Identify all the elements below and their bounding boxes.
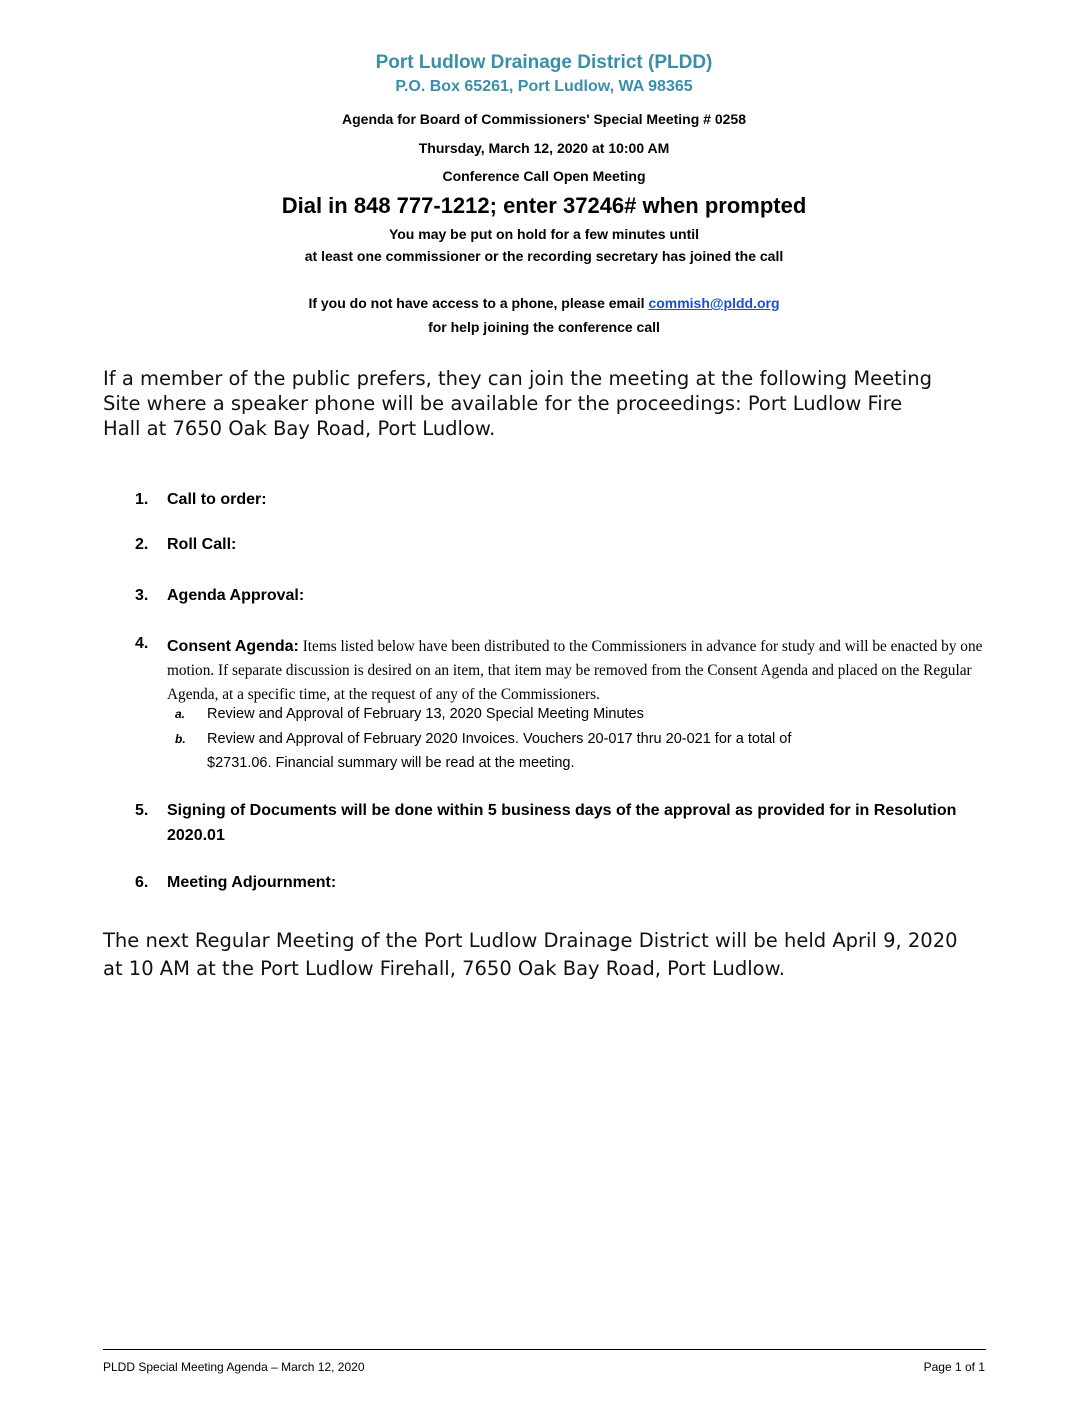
agenda-item-consent-number [135, 635, 167, 653]
consent-sub-item-b-continued: $2731.06. Financial summary will be read at the meeting. [207, 755, 575, 771]
footer-divider [103, 1349, 986, 1350]
meeting-type: Conference Call Open Meeting [442, 168, 646, 184]
phone-access-line-1 [0, 295, 1088, 311]
item-label: Agenda Approval: [167, 587, 305, 604]
item-label: Signing of Documents will be done within 5 business days of the approval as provided for in Resolution 2020.01 [167, 802, 957, 844]
meeting-date-time: Thursday, March 12, 2020 at 10:00 AM [418, 140, 670, 156]
footer-title: PLDD Special Meeting Agenda – March 12, 2020 [103, 1360, 365, 1374]
item-number: 5. [135, 802, 149, 819]
agenda-item-agenda-approval [135, 587, 304, 605]
item-number: 4. [135, 635, 149, 652]
item-number: 1. [135, 491, 149, 508]
public-attendance-paragraph: If a member of the public prefers, they can join the meeting at the following Meeting Site where a speaker phone will be available for the proceedings: Port Ludlow Fire Hall at 7650 Oak Bay Road, Port Ludlow. [103, 367, 932, 440]
agenda-item-roll-call [135, 536, 236, 554]
agenda-item-call-to-order [135, 491, 267, 509]
item-label: Meeting Adjournment: [167, 874, 337, 891]
consent-description: Items listed below have been distributed to the Commissioners in advance for study and will be enacted by one motion. If separate discussion is desired on an item, that item may be removed from the Consent Agenda and placed on the Regular Agenda, at a specific time, at the request of any of the Commissioners. [167, 638, 983, 703]
sub-item-text: Review and Approval of February 13, 2020 Special Meeting Minutes [207, 706, 644, 722]
sub-item-text: Review and Approval of February 2020 Invoices. Vouchers 20-017 thru 20-021 for a total of [207, 731, 792, 747]
phone-access-line-2: for help joining the conference call [428, 319, 660, 335]
consent-sub-item-a [175, 706, 644, 722]
agenda-title: Agenda for Board of Commissioners' Special Meeting # 0258 [342, 111, 746, 127]
item-label: Roll Call: [167, 536, 237, 553]
item-label: Call to order: [167, 491, 267, 508]
hold-notice-line-2: at least one commissioner or the recording secretary has joined the call [304, 248, 784, 264]
phone-access-text: If you do not have access to a phone, please email [308, 295, 649, 311]
consent-sub-item-b [175, 731, 791, 747]
dial-in-instructions: Dial in 848 777-1212; enter 37246# when prompted [281, 193, 807, 218]
agenda-item-consent-agenda [167, 635, 987, 707]
next-meeting-paragraph: The next Regular Meeting of the Port Ludlow Drainage District will be held April 9, 2020 at 10 AM at the Port Ludlow Firehall, 7650 Oak Bay Road, Port Ludlow. [103, 929, 958, 980]
item-label: Consent Agenda: [167, 638, 299, 655]
org-name: Port Ludlow Drainage District (PLDD) [375, 52, 713, 73]
org-address: P.O. Box 65261, Port Ludlow, WA 98365 [395, 78, 693, 95]
sub-item-letter: b. [175, 732, 186, 746]
email-link[interactable]: commish@pldd.org [648, 295, 780, 311]
hold-notice-line-1: You may be put on hold for a few minutes until [388, 226, 700, 242]
item-number: 2. [135, 536, 149, 553]
page-number: Page 1 of 1 [923, 1360, 985, 1374]
item-number: 6. [135, 874, 149, 891]
agenda-item-adjournment [135, 874, 336, 892]
sub-item-letter: a. [175, 707, 186, 721]
item-number: 3. [135, 587, 149, 604]
